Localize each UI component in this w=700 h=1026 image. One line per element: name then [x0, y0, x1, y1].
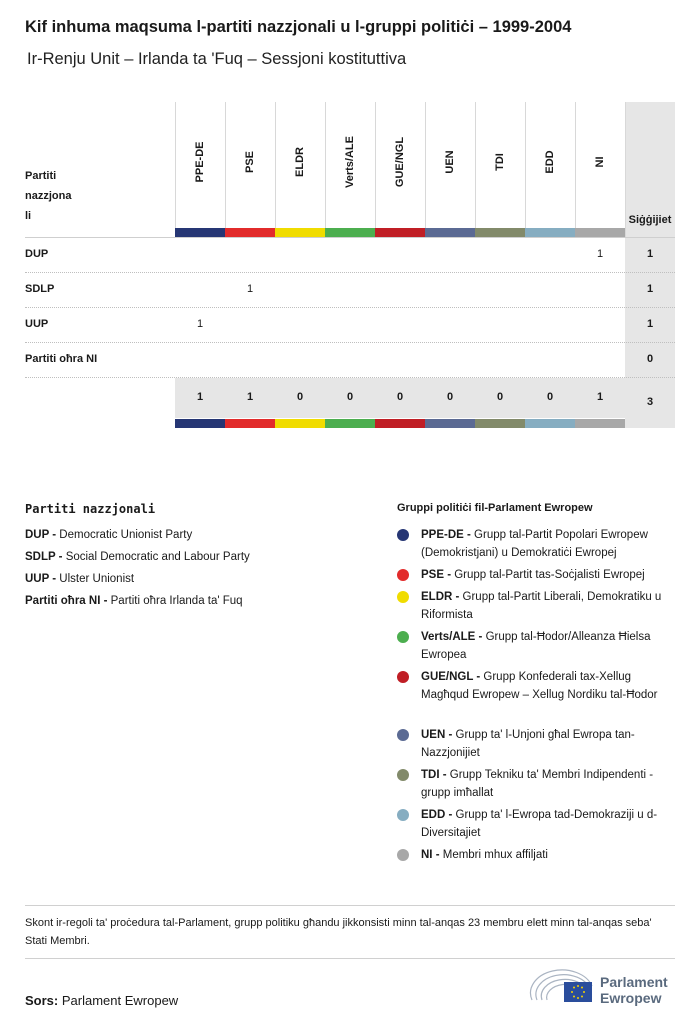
- group-name: Grupp tal-Ħodor/Alleanza Ħielsa Ewropea: [421, 631, 651, 661]
- group-name: Grupp Konfederali tax-Xellug Magħqud Ewropew – Xellug Nordiku tal-Ħodor: [421, 671, 658, 701]
- party-abbr: SDLP -: [25, 551, 66, 563]
- group-color-dot: [397, 569, 409, 581]
- party-abbr: Partiti oħra NI -: [25, 595, 111, 607]
- party-abbr: DUP -: [25, 529, 60, 541]
- national-party-item: [25, 551, 250, 563]
- row-total: 1: [646, 248, 654, 260]
- row-label: DUP: [25, 248, 49, 260]
- group-color-bar-top: [325, 228, 375, 237]
- group-name: Membri mhux affiljati: [442, 849, 548, 861]
- group-color-bar-top: [225, 228, 275, 237]
- row-divider: [25, 272, 675, 273]
- party-column-header: Partiti nazzjona li: [25, 170, 72, 222]
- column-total: 0: [446, 391, 454, 403]
- group-name: Grupp tal-Partit Popolari Ewropew (Demokristjani) u Demokratiċi Ewropej: [421, 529, 648, 559]
- column-total: 0: [346, 391, 354, 403]
- data-cell: 1: [246, 283, 254, 295]
- group-color-bar-bottom: [425, 419, 475, 428]
- party-name: Ulster Unionist: [59, 573, 135, 585]
- political-groups-legend-title: Gruppi politiċi fil-Parlament Ewropew: [397, 502, 593, 514]
- column-total: 0: [396, 391, 404, 403]
- group-color-bar-bottom: [475, 419, 525, 428]
- divider-top: [25, 905, 675, 906]
- party-abbr: UUP -: [25, 573, 60, 585]
- column-total: 1: [596, 391, 604, 403]
- column-header-8: [575, 112, 625, 212]
- national-parties-legend-title: Partiti nazzjonali: [25, 502, 156, 516]
- data-cell: 1: [196, 318, 204, 330]
- parliament-logo-icon: [528, 966, 598, 1006]
- column-header-label: UEN: [444, 150, 456, 174]
- political-group-item: [421, 726, 679, 762]
- column-total: 0: [546, 391, 554, 403]
- column-total: 0: [296, 391, 304, 403]
- group-name: Grupp Tekniku ta' Membri Indipendenti - grupp imħallat: [421, 769, 654, 799]
- group-color-dot: [397, 529, 409, 541]
- national-party-item: [25, 529, 192, 541]
- column-header-7: [525, 112, 575, 212]
- group-color-bar-top: [525, 228, 575, 237]
- group-color-dot: [397, 769, 409, 781]
- group-color-bar-top: [375, 228, 425, 237]
- group-color-bar-bottom: [175, 419, 225, 428]
- column-header-6: [475, 112, 525, 212]
- column-header-label: PPE-DE: [194, 141, 206, 183]
- row-divider: [25, 377, 675, 378]
- political-group-item: [421, 566, 679, 584]
- column-header-label: GUE/NGL: [394, 136, 406, 188]
- seats-column-header: Siġġijiet: [628, 214, 672, 226]
- column-header-label: Verts/ALE: [344, 136, 356, 188]
- column-header-1: [225, 112, 275, 212]
- group-name: Grupp tal-Partit Liberali, Demokratiku u Riformista: [421, 591, 662, 621]
- party-name: Democratic Unionist Party: [59, 529, 193, 541]
- national-party-item: [25, 595, 243, 607]
- group-color-bar-bottom: [525, 419, 575, 428]
- group-color-dot: [397, 591, 409, 603]
- source-label: Sors:: [25, 993, 59, 1008]
- group-color-bar-bottom: [325, 419, 375, 428]
- seats-column-background: [625, 102, 675, 428]
- political-group-item: [421, 526, 679, 562]
- source-text: Parlament Ewropew: [61, 993, 179, 1008]
- group-abbr: PPE-DE -: [421, 529, 475, 541]
- group-name: Grupp ta' l-Ewropa tad-Demokraziji u d-Diversitajiet: [421, 809, 658, 839]
- header-divider: [25, 237, 675, 238]
- group-color-dot: [397, 729, 409, 741]
- political-group-item: [421, 588, 679, 624]
- group-abbr: ELDR -: [421, 591, 463, 603]
- column-header-label: PSE: [244, 150, 256, 174]
- column-header-label: NI: [594, 156, 606, 168]
- political-group-item: [421, 668, 679, 704]
- group-color-bar-top: [275, 228, 325, 237]
- column-header-0: [175, 112, 225, 212]
- source-line: [25, 993, 178, 1008]
- group-color-bar-top: [175, 228, 225, 237]
- group-abbr: NI -: [421, 849, 443, 861]
- group-abbr: PSE -: [421, 569, 455, 581]
- row-divider: [25, 307, 675, 308]
- row-label: UUP: [25, 318, 49, 330]
- group-color-bar-top: [425, 228, 475, 237]
- parliament-logo-text: Parlament Ewropew: [600, 974, 668, 1006]
- group-color-bar-bottom: [375, 419, 425, 428]
- column-header-label: TDI: [494, 153, 506, 171]
- political-group-item: [421, 846, 679, 864]
- group-color-dot: [397, 631, 409, 643]
- column-total: 1: [246, 391, 254, 403]
- row-label: Partiti oħra NI: [25, 353, 98, 365]
- group-color-bar-top: [575, 228, 625, 237]
- group-abbr: EDD -: [421, 809, 456, 821]
- divider-bottom: [25, 958, 675, 959]
- group-name: Grupp ta' l-Unjoni għal Ewropa tan-Nazzjonijiet: [421, 729, 635, 759]
- row-total: 1: [646, 283, 654, 295]
- group-abbr: Verts/ALE -: [421, 631, 486, 643]
- political-group-item: [421, 806, 679, 842]
- group-color-dot: [397, 809, 409, 821]
- national-party-item: [25, 573, 134, 585]
- political-group-item: [421, 766, 679, 802]
- page-subtitle: Ir-Renju Unit – Irlanda ta 'Fuq – Sessjoni kostituttiva: [27, 50, 407, 68]
- group-abbr: TDI -: [421, 769, 450, 781]
- grand-total: 3: [646, 396, 654, 408]
- row-total: 0: [646, 353, 654, 365]
- group-color-bar-bottom: [575, 419, 625, 428]
- footnote: Skont ir-regoli ta' proċedura tal-Parlament, grupp politiku għandu jikkonsisti minn tal-anqas 23 membru elett minn tal-anqas seba' Stati Membri.: [25, 917, 652, 947]
- column-header-3: [325, 112, 375, 212]
- column-header-label: EDD: [544, 150, 556, 174]
- column-header-2: [275, 112, 325, 212]
- group-color-bar-bottom: [225, 419, 275, 428]
- column-header-5: [425, 112, 475, 212]
- group-name: Grupp tal-Partit tas-Soċjalisti Ewropej: [454, 569, 645, 581]
- group-color-dot: [397, 849, 409, 861]
- group-abbr: UEN -: [421, 729, 456, 741]
- row-divider: [25, 342, 675, 343]
- page-title: Kif inhuma maqsuma l-partiti nazzjonali u l-gruppi politiċi – 1999-2004: [25, 18, 572, 36]
- group-color-dot: [397, 671, 409, 683]
- column-divider: [625, 102, 626, 238]
- group-color-bar-top: [475, 228, 525, 237]
- group-color-bar-bottom: [275, 419, 325, 428]
- column-header-label: ELDR: [294, 147, 306, 177]
- political-group-item: [421, 628, 679, 664]
- row-label: SDLP: [25, 283, 55, 295]
- column-header-4: [375, 112, 425, 212]
- group-abbr: GUE/NGL -: [421, 671, 484, 683]
- data-cell: 1: [596, 248, 604, 260]
- column-total: 1: [196, 391, 204, 403]
- party-name: Social Democratic and Labour Party: [65, 551, 250, 563]
- row-total: 1: [646, 318, 654, 330]
- party-name: Partiti oħra Irlanda ta' Fuq: [110, 595, 243, 607]
- column-total: 0: [496, 391, 504, 403]
